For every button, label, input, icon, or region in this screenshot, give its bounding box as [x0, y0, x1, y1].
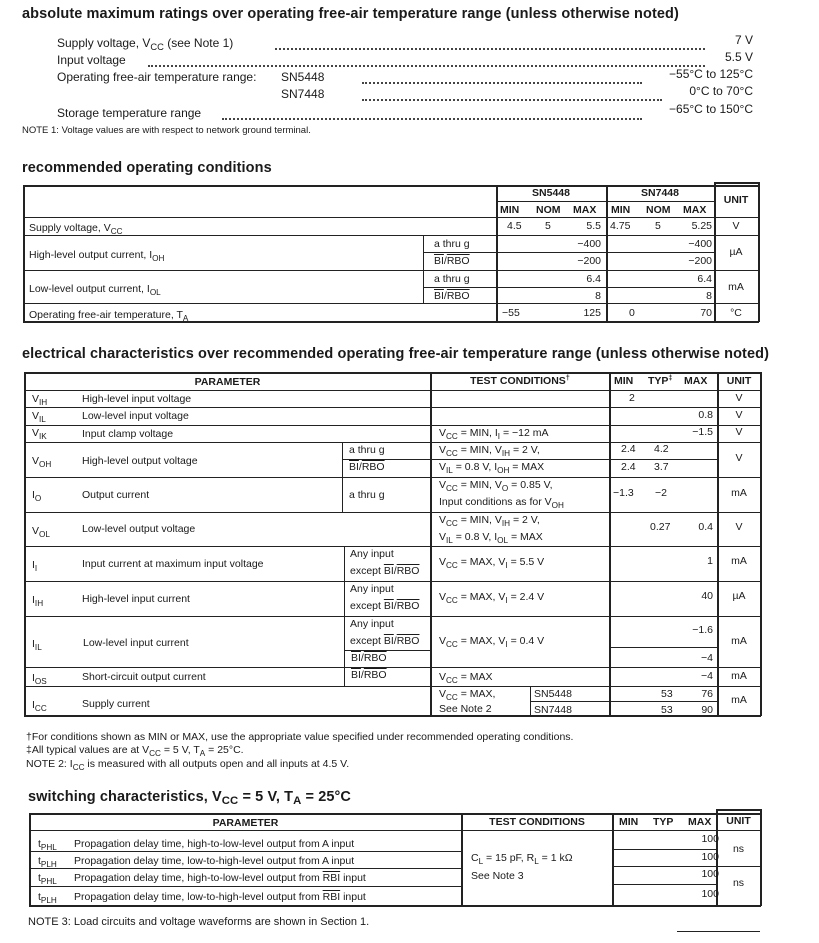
- value-cell: 76: [701, 688, 713, 700]
- sw-header-typ: TYP: [653, 816, 674, 828]
- elec-title: electrical characteristics over recommended operating free-air temperature range (unless otherwise noted): [22, 346, 770, 362]
- test-condition: $V_{IL} = 0.8$ V, $I_{OL}$ = MAX: [439, 531, 543, 545]
- unit-cell: V: [735, 392, 743, 404]
- condition-cell: a thru g: [349, 444, 385, 456]
- symbol-vih: $V_{IH}$: [32, 393, 48, 407]
- sw-param-desc: Propagation delay time, high-to-low-level output from $\overline{RBI}$ input: [74, 872, 366, 884]
- value-cell: 8: [706, 290, 712, 302]
- divider: [677, 931, 760, 932]
- value-cell: 90: [701, 704, 713, 716]
- symbol-iil: $I_{IL}$: [32, 638, 42, 652]
- test-condition: $V_{CC}$ = MAX,: [439, 688, 496, 702]
- test-condition: $V_{IL} = 0.8$ V, $I_{OH}$ = MAX: [439, 461, 545, 475]
- abs-row-value: −65°C to 150°C: [669, 102, 753, 116]
- col-header: NOM: [536, 204, 561, 216]
- value-cell: 5: [655, 220, 661, 232]
- value-cell: −4: [701, 652, 713, 664]
- header-typ: TYP‡: [648, 373, 673, 387]
- switching-title: switching characteristics, $V_{CC} = 5$ V, $T_A = 25^\circ C$: [28, 789, 351, 807]
- leader-dots: [222, 104, 642, 120]
- value-cell: 0: [629, 307, 635, 319]
- unit-cell: ns: [732, 877, 745, 889]
- sw-param-desc: Propagation delay time, low-to-high-level output from $\overline{RBI}$ input: [74, 891, 366, 903]
- value-cell: 5.5: [586, 220, 601, 232]
- test-condition: $V_{CC}$ = MIN, $I_I = -12$ mA: [439, 427, 549, 441]
- unit-cell: °C: [730, 307, 742, 319]
- footnote-double-dagger: ‡All typical values are at $V_{CC} = 5$ V, $T_A = 25^\circ C$.: [26, 744, 244, 758]
- value-cell: −1.5: [692, 426, 713, 438]
- unit-cell: mA: [731, 670, 747, 682]
- value-cell: 2.4: [621, 443, 636, 455]
- value-cell: −1.6: [692, 624, 713, 636]
- abs-row-label: Operating free-air temperature range:: [57, 70, 257, 84]
- header-unit: UNIT: [726, 375, 752, 387]
- value-cell: −4: [701, 670, 713, 682]
- param-desc: Supply current: [82, 698, 150, 710]
- value-cell: 53: [661, 704, 673, 716]
- sw-header-parameter: PARAMETER: [212, 817, 279, 829]
- param-desc: Output current: [82, 489, 150, 501]
- note-2: NOTE 2: $I_{CC}$ is measured with all outputs open and all inputs at 4.5 V.: [26, 758, 350, 772]
- header-parameter: PARAMETER: [194, 376, 261, 388]
- abs-row-value: 5.5 V: [724, 50, 753, 64]
- value-cell: −55: [502, 307, 520, 319]
- value-cell: 0.8: [698, 409, 713, 421]
- symbol-tplh: $t_{PLH}$: [38, 855, 57, 869]
- device-cell: SN7448: [534, 704, 572, 716]
- param-desc: Low-level input current: [83, 637, 189, 649]
- sw-header-unit: UNIT: [726, 815, 751, 827]
- device-cell: SN5448: [534, 688, 572, 700]
- value-cell: 5.25: [691, 220, 712, 232]
- value-cell: 100: [701, 851, 719, 863]
- symbol-iih: $I_{IH}$: [32, 594, 44, 608]
- value-cell: 100: [701, 833, 719, 845]
- group-header-sn7448: SN7448: [641, 187, 679, 199]
- unit-cell: V: [735, 521, 743, 533]
- abs-row-label: Supply voltage, $V_{CC}$ (see Note 1): [57, 36, 234, 52]
- value-cell: 0.27: [650, 521, 671, 533]
- param-desc: Low-level input voltage: [82, 410, 189, 422]
- value-cell: 0.4: [698, 521, 713, 533]
- value-cell: 6.4: [586, 273, 601, 285]
- symbol-vol: $V_{OL}$: [32, 525, 50, 539]
- col-header: MIN: [611, 204, 631, 216]
- symbol-tphl: $t_{PHL}$: [38, 838, 57, 852]
- symbol-vil: $V_{IL}$: [32, 410, 46, 424]
- value-cell: 2: [629, 392, 635, 404]
- value-cell: −400: [688, 238, 712, 250]
- unit-cell: ns: [732, 843, 745, 855]
- symbol-vik: $V_{IK}$: [32, 427, 47, 441]
- symbol-ios: $I_{OS}$: [32, 672, 47, 686]
- value-cell: 5: [545, 220, 551, 232]
- condition-cell: except $\overline{BI}/\overline{RBO}$: [350, 565, 420, 577]
- param-operating-temperature: Operating free-air temperature, $T_A$: [29, 309, 189, 323]
- leader-dots: [275, 34, 705, 50]
- value-cell: 100: [701, 868, 719, 880]
- rec-op-title: recommended operating conditions: [22, 160, 272, 176]
- param-desc: Input clamp voltage: [82, 428, 174, 440]
- abs-row-device: SN5448: [281, 70, 325, 84]
- note-1: NOTE 1: Voltage values are with respect to network ground terminal.: [22, 125, 311, 136]
- param-desc: High-level output voltage: [82, 455, 198, 467]
- leader-dots: [362, 68, 642, 84]
- value-cell: 8: [595, 290, 601, 302]
- unit-cell: mA: [731, 694, 747, 706]
- col-header: NOM: [646, 204, 671, 216]
- condition-cell: except $\overline{BI}/\overline{RBO}$: [350, 635, 420, 647]
- value-cell: 4.2: [654, 443, 669, 455]
- param-desc: High-level input voltage: [82, 393, 192, 405]
- value-cell: 6.4: [697, 273, 712, 285]
- unit-cell: µA: [732, 590, 746, 602]
- unit-cell: mA: [731, 635, 747, 647]
- abs-row-label: Storage temperature range: [57, 106, 202, 120]
- symbol-io: $I_O$: [32, 489, 42, 503]
- abs-row-value: −55°C to 125°C: [669, 67, 753, 81]
- value-cell: 40: [701, 590, 713, 602]
- unit-cell: V: [735, 409, 743, 421]
- value-cell: 1: [707, 555, 713, 567]
- condition-cell: Any input: [350, 618, 394, 630]
- symbol-voh: $V_{OH}$: [32, 455, 52, 469]
- param-high-level-output-current: High-level output current, $I_{OH}$: [29, 249, 165, 263]
- test-condition: Input conditions as for $V_{OH}$: [439, 496, 564, 510]
- header-test-conditions: TEST CONDITIONS†: [470, 373, 570, 387]
- test-condition: $V_{CC}$ = MIN, $V_{IH} = 2$ V,: [439, 514, 540, 528]
- value-cell: −200: [688, 255, 712, 267]
- condition-cell: $\overline{BI}/\overline{RBO}$: [434, 255, 470, 267]
- group-header-sn5448: SN5448: [532, 187, 570, 199]
- condition-cell: except $\overline{BI}/\overline{RBO}$: [350, 600, 420, 612]
- unit-cell: mA: [728, 281, 744, 293]
- abs-row-value: 7 V: [734, 33, 753, 47]
- param-desc: Input current at maximum input voltage: [82, 558, 264, 570]
- value-cell: −200: [577, 255, 601, 267]
- leader-dots: [362, 85, 662, 101]
- condition-cell: $\overline{BI}/\overline{RBO}$: [351, 652, 387, 664]
- param-low-level-output-current: Low-level output current, $I_{OL}$: [29, 283, 161, 297]
- symbol-tphl: $t_{PHL}$: [38, 872, 57, 886]
- footnote-dagger: †For conditions shown as MIN or MAX, use the appropriate value specified under recommended operating conditions.: [26, 731, 574, 743]
- symbol-icc: $I_{CC}$: [32, 699, 47, 713]
- value-cell: 2.4: [621, 461, 636, 473]
- value-cell: 3.7: [654, 461, 669, 473]
- value-cell: 70: [700, 307, 712, 319]
- unit-cell: mA: [731, 487, 747, 499]
- symbol-tplh: $t_{PLH}$: [38, 891, 57, 905]
- sw-test-condition: $C_L = 15$ pF, $R_L = 1$ kΩ: [471, 852, 573, 866]
- condition-cell: $\overline{BI}/\overline{RBO}$: [351, 669, 387, 681]
- note-3: NOTE 3: Load circuits and voltage waveforms are shown in Section 1.: [28, 916, 370, 928]
- value-cell: 125: [583, 307, 601, 319]
- abs-row-label: Input voltage: [57, 53, 126, 67]
- sw-test-condition: See Note 3: [471, 870, 524, 882]
- test-condition: $V_{CC}$ = MAX: [439, 671, 493, 685]
- leader-dots: [148, 51, 705, 67]
- test-condition: See Note 2: [439, 703, 492, 715]
- condition-cell: a thru g: [434, 238, 470, 250]
- unit-cell: mA: [731, 555, 747, 567]
- condition-cell: $\overline{BI}/\overline{RBO}$: [349, 461, 385, 473]
- unit-cell: V: [735, 426, 743, 438]
- value-cell: 4.5: [507, 220, 522, 232]
- unit-cell: V: [735, 452, 743, 464]
- sw-param-desc: Propagation delay time, low-to-high-level output from A input: [74, 855, 355, 867]
- test-condition: $V_{CC}$ = MIN, $V_{IH} = 2$ V,: [439, 444, 540, 458]
- unit-cell: V: [732, 220, 740, 232]
- col-header: MAX: [683, 204, 707, 216]
- value-cell: 53: [661, 688, 673, 700]
- param-desc: Low-level output voltage: [82, 523, 196, 535]
- param-desc: High-level input current: [82, 593, 190, 605]
- unit-header: UNIT: [723, 194, 749, 206]
- value-cell: −1.3: [613, 487, 634, 499]
- test-condition: $V_{CC}$ = MAX, $V_I = 0.4$ V: [439, 635, 545, 649]
- condition-cell: a thru g: [349, 489, 385, 501]
- test-condition: $V_{CC}$ = MAX, $V_I = 5.5$ V: [439, 556, 545, 570]
- header-max: MAX: [684, 375, 708, 387]
- condition-cell: Any input: [350, 583, 394, 595]
- abs-max-title: absolute maximum ratings over operating free-air temperature range (unless otherwise noted): [22, 6, 679, 22]
- value-cell: −400: [577, 238, 601, 250]
- unit-cell: µA: [729, 246, 743, 258]
- param-desc: Short-circuit output current: [82, 671, 206, 683]
- sw-header-min: MIN: [619, 816, 639, 828]
- value-cell: −2: [655, 487, 667, 499]
- test-condition: $V_{CC}$ = MIN, $V_O = 0.85$ V,: [439, 479, 553, 493]
- abs-row-value: 0°C to 70°C: [689, 84, 753, 98]
- sw-param-desc: Propagation delay time, high-to-low-level output from A input: [74, 838, 355, 850]
- condition-cell: $\overline{BI}/\overline{RBO}$: [434, 290, 470, 302]
- header-min: MIN: [614, 375, 634, 387]
- param-supply-voltage: Supply voltage, $V_{CC}$: [29, 222, 123, 236]
- test-condition: $V_{CC}$ = MAX, $V_I = 2.4$ V: [439, 591, 545, 605]
- condition-cell: a thru g: [434, 273, 470, 285]
- symbol-ii: $I_I$: [32, 559, 38, 573]
- col-header: MIN: [500, 204, 520, 216]
- sw-header-test-conditions: TEST CONDITIONS: [489, 816, 585, 828]
- col-header: MAX: [573, 204, 597, 216]
- condition-cell: Any input: [350, 548, 394, 560]
- abs-row-device: SN7448: [281, 87, 325, 101]
- sw-header-max: MAX: [688, 816, 712, 828]
- value-cell: 4.75: [610, 220, 631, 232]
- value-cell: 100: [701, 888, 719, 900]
